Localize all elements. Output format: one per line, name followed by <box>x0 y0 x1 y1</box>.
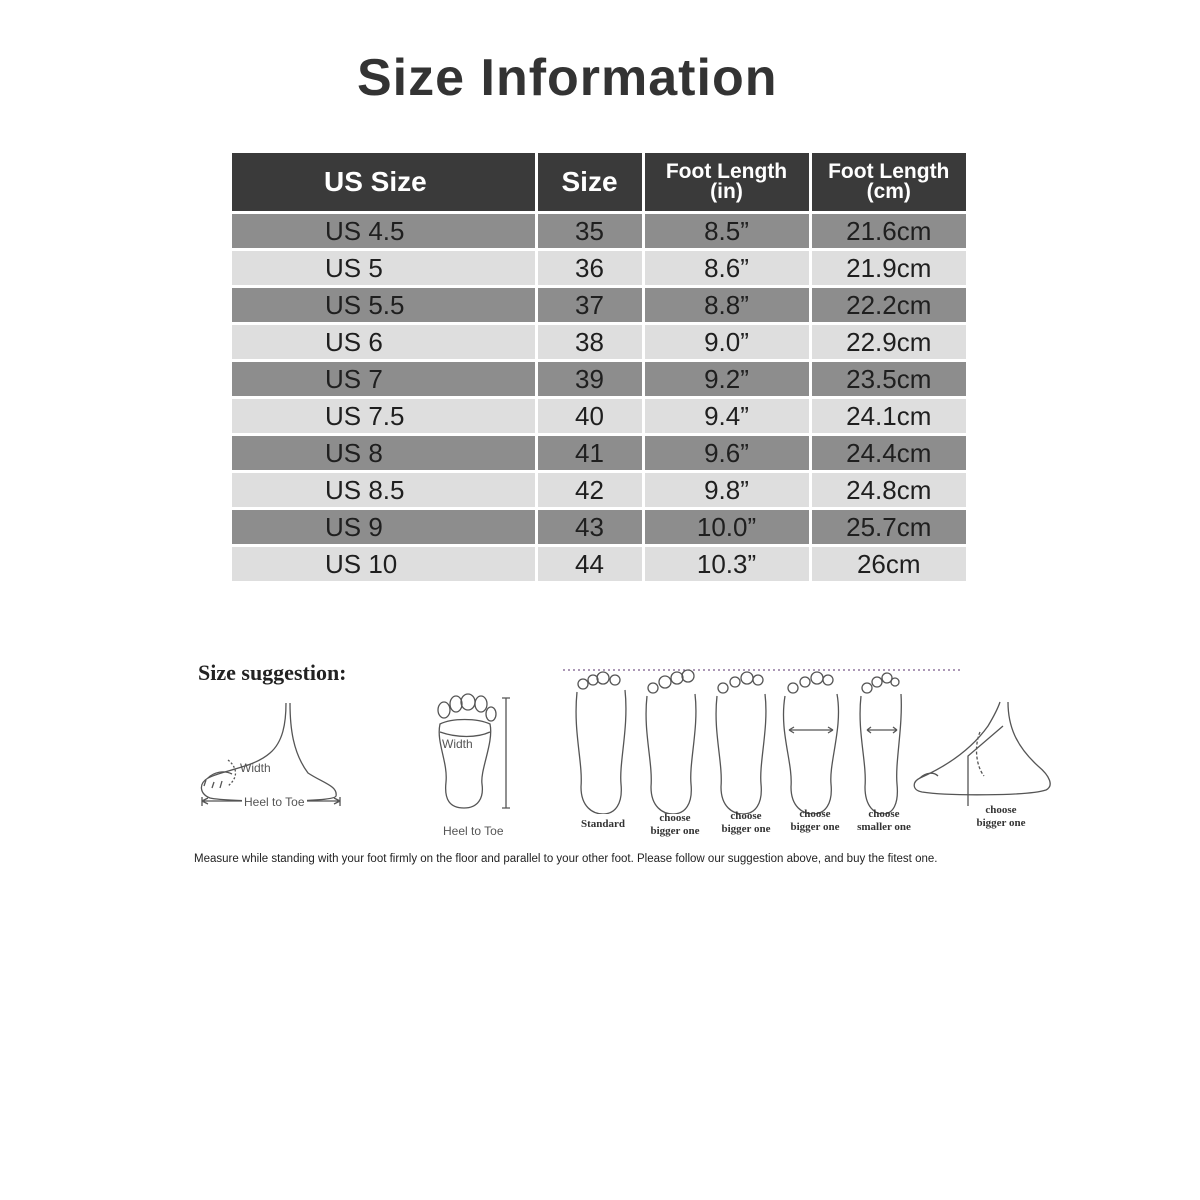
cell-size: 40 <box>536 398 643 435</box>
cell-foot-length-in: 8.8” <box>643 287 810 324</box>
caption-choose-bigger-1 <box>645 812 705 838</box>
high-instep-foot-illustration <box>908 696 1058 829</box>
cell-foot-length-in: 8.6” <box>643 250 810 287</box>
size-chart-table <box>232 153 966 581</box>
cell-size: 44 <box>536 546 643 582</box>
cell-foot-length-in: 9.0” <box>643 324 810 361</box>
cell-us-size: US 9 <box>232 509 536 546</box>
cell-size: 39 <box>536 361 643 398</box>
cell-size: 43 <box>536 509 643 546</box>
cell-us-size: US 5.5 <box>232 287 536 324</box>
cell-us-size: US 6 <box>232 324 536 361</box>
header-foot-length-cm <box>810 153 966 213</box>
cell-us-size: US 7 <box>232 361 536 398</box>
caption-choose-bigger-3-line1: choose <box>799 808 831 820</box>
cell-size: 37 <box>536 287 643 324</box>
cell-size: 42 <box>536 472 643 509</box>
caption-choose-bigger-3-line2: bigger one <box>790 821 840 833</box>
cell-foot-length-in: 9.6” <box>643 435 810 472</box>
table-row <box>232 361 966 398</box>
table-row <box>232 213 966 250</box>
table-row <box>232 398 966 435</box>
caption-choose-bigger-4 <box>968 804 1034 830</box>
table-row <box>232 509 966 546</box>
cell-size: 38 <box>536 324 643 361</box>
cell-us-size: US 4.5 <box>232 213 536 250</box>
page-title: Size Information <box>357 49 778 107</box>
top-foot-icon <box>432 692 528 817</box>
cell-foot-length-cm: 25.7cm <box>810 509 966 546</box>
table-row <box>232 324 966 361</box>
side-foot-length-label: Heel to Toe <box>244 795 305 809</box>
cell-foot-length-cm: 23.5cm <box>810 361 966 398</box>
caption-choose-bigger-4-line1: choose <box>985 804 1017 816</box>
cell-foot-length-cm: 26cm <box>810 546 966 582</box>
top-foot-width-label: Width <box>442 737 473 751</box>
caption-standard: Standard <box>580 818 626 830</box>
cell-foot-length-cm: 21.9cm <box>810 250 966 287</box>
caption-choose-bigger-4-line2: bigger one <box>976 817 1026 829</box>
caption-choose-bigger-3 <box>785 808 845 834</box>
caption-choose-bigger-2 <box>716 810 776 836</box>
table-row <box>232 287 966 324</box>
header-foot-length-in <box>643 153 810 213</box>
table-header-row <box>232 153 966 213</box>
cell-foot-length-cm: 22.2cm <box>810 287 966 324</box>
cell-us-size: US 8.5 <box>232 472 536 509</box>
cell-foot-length-in: 8.5” <box>643 213 810 250</box>
caption-choose-bigger-2-line1: choose <box>730 810 762 822</box>
measurement-note: Measure while standing with your foot firmly on the floor and parallel to your other foot. Please follow our suggestion above, and buy the fitest one. <box>194 853 938 865</box>
cell-foot-length-cm: 24.8cm <box>810 472 966 509</box>
foot-shapes-icon <box>563 664 965 814</box>
cell-foot-length-cm: 22.9cm <box>810 324 966 361</box>
cell-foot-length-cm: 24.4cm <box>810 435 966 472</box>
cell-foot-length-in: 10.3” <box>643 546 810 582</box>
cell-size: 35 <box>536 213 643 250</box>
caption-choose-smaller-line1: choose <box>868 808 900 820</box>
caption-choose-smaller <box>851 808 917 834</box>
top-foot-length-label: Heel to Toe <box>443 824 504 838</box>
caption-choose-bigger-1-line2: bigger one <box>650 825 700 837</box>
cell-us-size: US 10 <box>232 546 536 582</box>
cell-foot-length-cm: 24.1cm <box>810 398 966 435</box>
header-foot-length-in-line1: Foot Length <box>665 160 788 183</box>
cell-size: 36 <box>536 250 643 287</box>
foot-shape-comparison <box>563 664 965 837</box>
table-row <box>232 250 966 287</box>
cell-size: 41 <box>536 435 643 472</box>
caption-choose-bigger-2-line2: bigger one <box>721 823 771 835</box>
caption-choose-bigger-1-line1: choose <box>659 812 691 824</box>
cell-foot-length-in: 9.4” <box>643 398 810 435</box>
side-foot-illustration <box>198 698 348 818</box>
high-instep-foot-icon <box>908 696 1058 806</box>
cell-foot-length-in: 9.2” <box>643 361 810 398</box>
header-us-size: US Size <box>232 153 536 213</box>
cell-us-size: US 5 <box>232 250 536 287</box>
table-row <box>232 472 966 509</box>
cell-foot-length-in: 10.0” <box>643 509 810 546</box>
side-foot-width-label: Width <box>240 761 271 775</box>
caption-choose-smaller-line2: smaller one <box>857 821 911 833</box>
cell-foot-length-in: 9.8” <box>643 472 810 509</box>
table-row <box>232 546 966 582</box>
cell-foot-length-cm: 21.6cm <box>810 213 966 250</box>
cell-us-size: US 8 <box>232 435 536 472</box>
header-foot-length-cm-line1: Foot Length <box>828 160 950 183</box>
cell-us-size: US 7.5 <box>232 398 536 435</box>
header-foot-length-in-line2: (in) <box>710 180 743 203</box>
top-foot-illustration <box>432 692 528 838</box>
size-suggestion-heading: Size suggestion: <box>198 660 347 685</box>
header-foot-length-cm-line2: (cm) <box>866 180 911 203</box>
table-row <box>232 435 966 472</box>
header-size: Size <box>536 153 643 213</box>
